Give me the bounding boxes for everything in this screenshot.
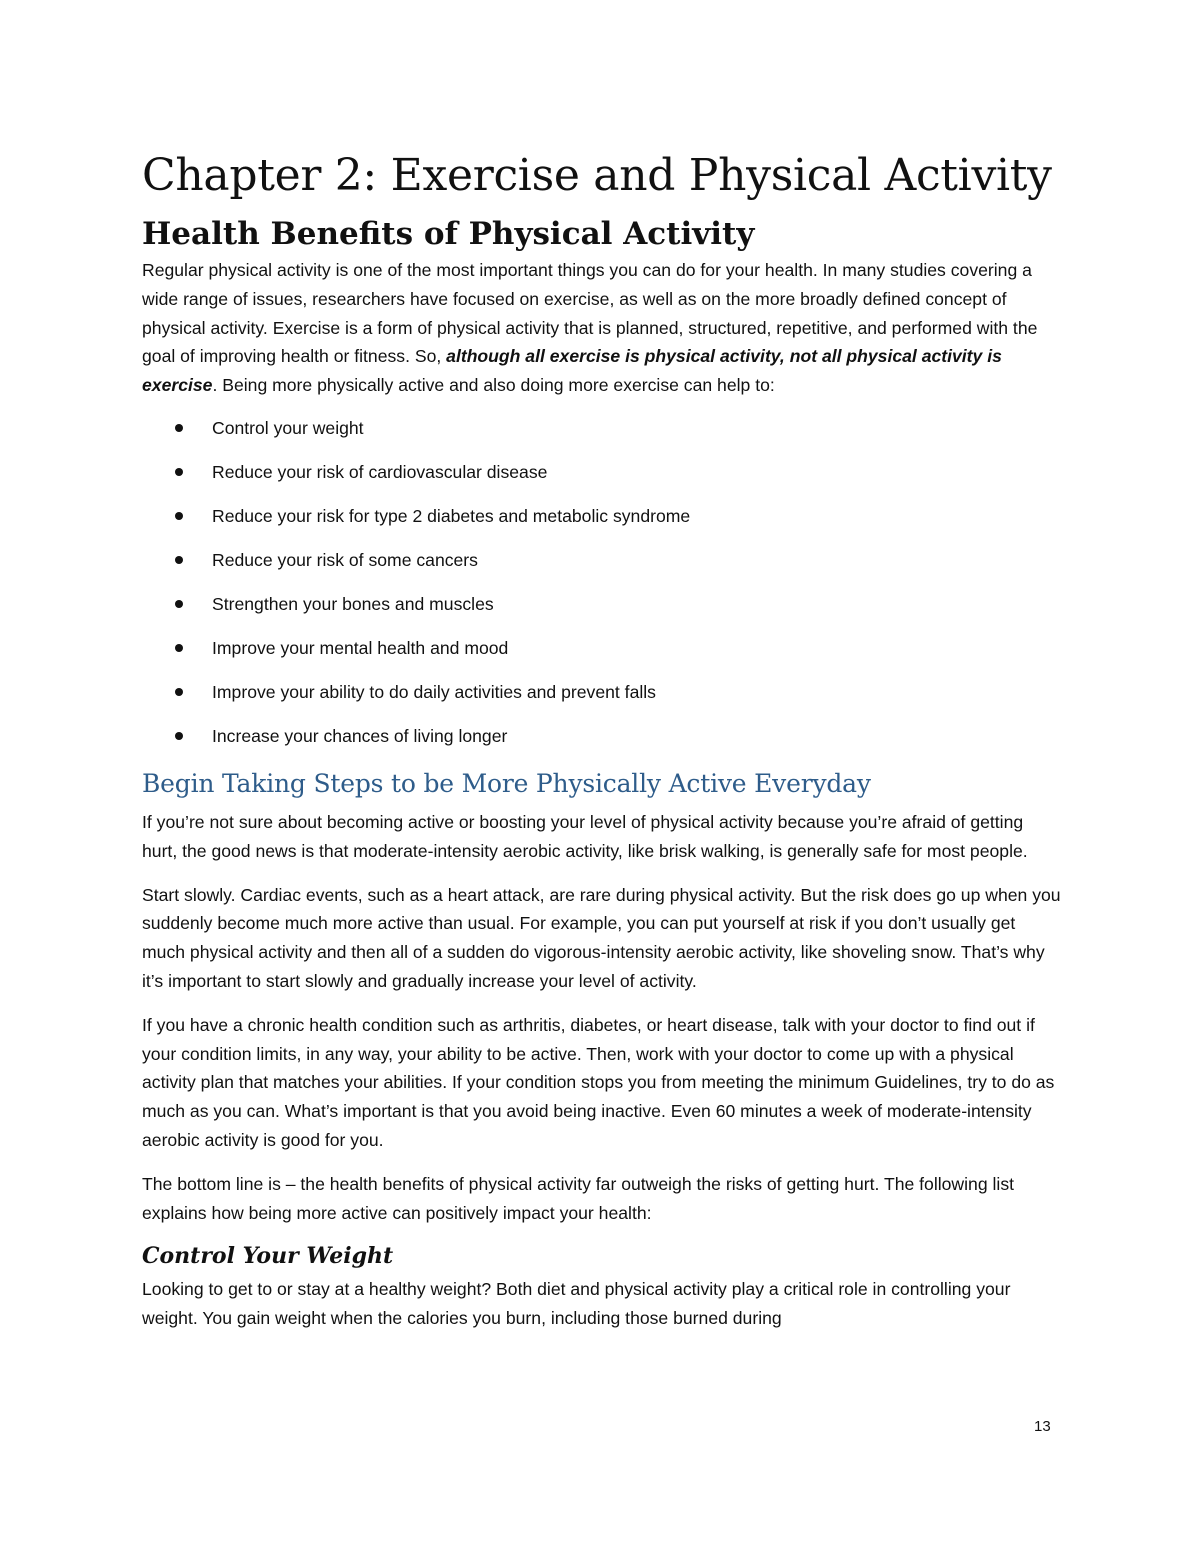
intro-emphasis: although all exercise is physical activity, not all physical activity is exercise xyxy=(142,346,1002,396)
paragraph-control-weight: Looking to get to or stay at a healthy weight? Both diet and physical activity play a critical role in controlling your weight. You gain weight when the calories you burn, including those burned during xyxy=(142,1279,1011,1329)
bullet-icon xyxy=(175,424,183,432)
section-heading-health-benefits: Health Benefits of Physical Activity xyxy=(142,216,755,252)
list-item-text: Increase your chances of living longer xyxy=(212,725,508,746)
list-item xyxy=(142,502,1062,530)
bullet-icon xyxy=(175,512,183,520)
bullet-icon xyxy=(175,468,183,476)
bullet-icon xyxy=(175,600,183,608)
intro-text-part-1: Regular physical activity is one of the most important things you can do for your health. In many studies covering a wide range of issues, researchers have focused on exercise, as well as on the more broadly defined concept of physical activity. Exercise is a form of physical activity that is planned, structured, repetitive, and performed with the goal of improving health or fitness. So, xyxy=(142,260,1038,367)
bullet-icon xyxy=(175,644,183,652)
paragraph-getting-started: If you’re not sure about becoming active or boosting your level of physical activity because you’re afraid of getting hurt, the good news is that moderate-intensity aerobic activity, like brisk walking, is generally safe for most people. xyxy=(142,811,1028,861)
paragraph-chronic-condition: If you have a chronic health condition such as arthritis, diabetes, or heart disease, talk with your doctor to find out if your condition limits, in any way, your ability to be active. Then, work with your doctor to come up with a physical activity plan that matches your abilities. If your condition stops you from meeting the minimum Guidelines, try to do as much as you can. What’s important is that you avoid being inactive. Even 60 minutes a week of moderate-intensity aerobic activity is good for you. xyxy=(142,1014,1055,1150)
bullet-icon xyxy=(175,556,183,564)
paragraph-bottom-line: The bottom line is – the health benefits of physical activity far outweigh the risks of getting hurt. The following list explains how being more active can positively impact your health: xyxy=(142,1173,1014,1223)
list-item-text: Improve your mental health and mood xyxy=(212,637,509,658)
list-item-text: Reduce your risk of cardiovascular disease xyxy=(212,461,548,482)
list-item xyxy=(142,458,1062,486)
list-item xyxy=(142,546,1062,574)
list-item xyxy=(142,634,1062,662)
bullet-icon xyxy=(175,732,183,740)
list-item xyxy=(142,414,1062,442)
list-item-text: Improve your ability to do daily activities and prevent falls xyxy=(212,681,656,702)
section-heading-begin-taking-steps: Begin Taking Steps to be More Physically Active Everyday xyxy=(142,768,871,798)
list-item-text: Reduce your risk of some cancers xyxy=(212,549,478,570)
list-item-text: Reduce your risk for type 2 diabetes and metabolic syndrome xyxy=(212,505,691,526)
intro-paragraph xyxy=(142,256,1062,400)
list-item xyxy=(142,590,1062,618)
page-content xyxy=(142,148,1062,1333)
bullet-icon xyxy=(175,688,183,696)
benefits-list xyxy=(142,414,1062,750)
section-heading-control-weight: Control Your Weight xyxy=(142,1243,394,1270)
list-item-text: Strengthen your bones and muscles xyxy=(212,593,494,614)
page-number: 13 xyxy=(1034,1418,1051,1435)
list-item xyxy=(142,722,1062,750)
list-item xyxy=(142,678,1062,706)
intro-text-part-2: . Being more physically active and also doing more exercise can help to: xyxy=(212,375,775,396)
chapter-title: Chapter 2: Exercise and Physical Activity xyxy=(142,150,1052,201)
list-item-text: Control your weight xyxy=(212,417,364,438)
paragraph-start-slowly: Start slowly. Cardiac events, such as a heart attack, are rare during physical activity. But the risk does go up when you suddenly become much more active than usual. For example, you can put yourself at risk if you don’t usually get much physical activity and then all of a sudden do vigorous-intensity aerobic activity, like shoveling snow. That’s why it’s important to start slowly and gradually increase your level of activity. xyxy=(142,884,1061,991)
